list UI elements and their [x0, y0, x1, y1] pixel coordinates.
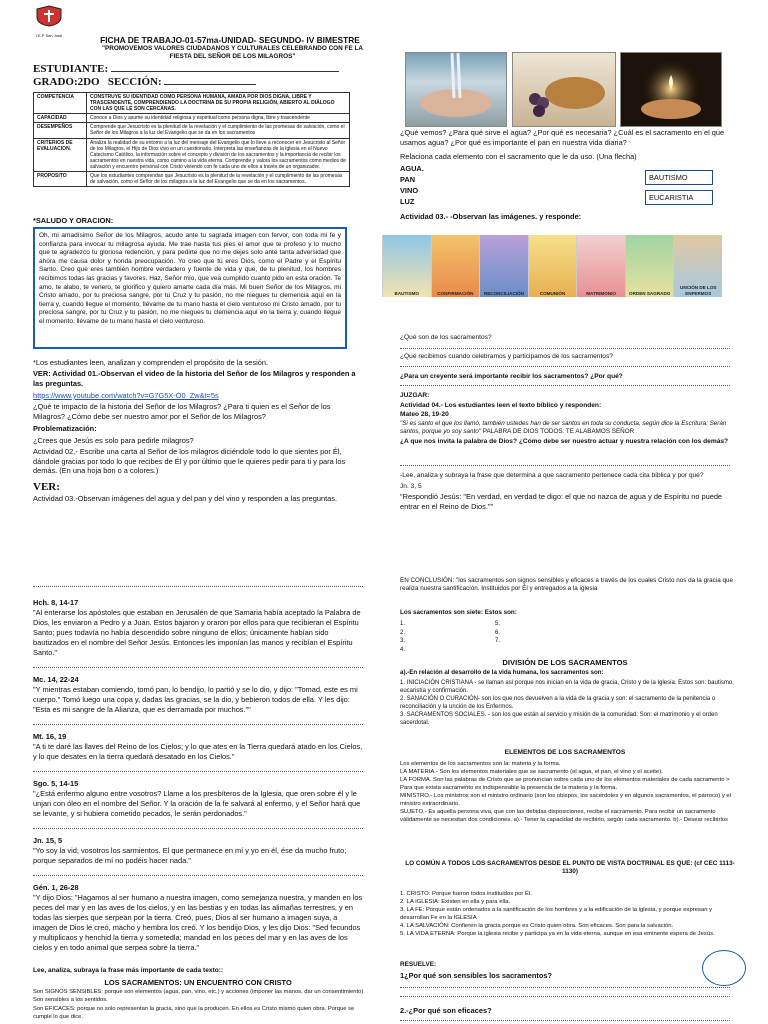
mateo-ref: Mateo 28, 19-20 — [400, 411, 449, 418]
mateo-text: "Si es santo el que los llamó, también ustedes han de ser santos en toda su conducta, según dice la Escritura: Serán santos, porque yo soy santo" PALABRA DE DIOS TODOS: TE ALABAMOS SEÑOR — [400, 420, 727, 435]
receive-question: ¿Qué recibimos cuando celebramos y participamos de los sacramentos? — [400, 353, 613, 360]
sensible-question: 1¿Por qué son sensibles los sacramentos? — [400, 971, 552, 980]
citation: Mt. 16, 19 "A ti te daré las llaves del Reino de los Cielos; y lo que ates en la Tierra quedará atado en los Cielos, y lo que desates en la tierra quedará desatado en los Cielos." — [33, 732, 363, 761]
bread-grapes-image — [512, 52, 616, 127]
element-vino: VINO — [400, 186, 419, 195]
water-hands-image — [405, 52, 507, 127]
division-a: a).-En relación al desarrollo de la vida humana, los sacramentos son: — [400, 669, 604, 676]
eficaces-question: 2.-¿Por qué son eficaces? — [400, 1006, 492, 1015]
citation: Hch. 8, 14-17 "Al enterarse los apóstoles que estaban en Jerusalén de que Samaria había aceptado la Palabra de Dios, les enviaron a Pedro y a Juan. Estos bajaron y oraron por ellos para que recibieran el Espíritu Santo; pues todavía no había descendido sobre ninguno de ellos; únicamente habían sido bautizados en el nombre del Señor Jesús. Entonces les imponían las manos y recibían el Espíritu Santo." — [33, 598, 361, 657]
believe-question: ¿Crees que Jesús es solo para pedirle milagros? — [33, 436, 194, 445]
jn35-text: "Respondió Jesús: "En verdad, en verdad te digo: el que no nazca de agua y de Espíritu no puede entrar en el Reino de Dios."" — [400, 492, 723, 511]
competencies-table — [33, 92, 350, 187]
sacrament-card-reconciliacion: RECONCILIACIÓN — [479, 235, 528, 297]
youtube-link[interactable]: https://www.youtube.com/watch?v=G7G5X-O0_Zw&t=5s — [33, 391, 219, 400]
worksheet-title: FICHA DE TRABAJO-01-57ma-UNIDAD- SEGUNDO- IV BIMESTRE — [100, 35, 360, 45]
sacrament-card-bautismo: BAUTISMO — [382, 235, 431, 297]
encuentro-title: LOS SACRAMENTOS: UN ENCUENTRO CON CRISTO — [104, 978, 292, 987]
activity-03: Actividad 03.-Observan imágenes del agua y del pan y del vino y responden a las preguntas. — [33, 494, 338, 503]
table-row: CAPACIDAD Conoce a Dios y asume su identidad religiosa y espiritual como persona digna, libre y trascendente — [34, 114, 350, 123]
resuelve-label: RESUELVE: — [400, 961, 437, 968]
candle-hands-image — [620, 52, 722, 127]
citation: Jn. 15, 5 "Yo soy la vid; vosotros los sarmientos. El que permanece en mí y yo en él, ése da mucho fruto; porque separados de mí no podéis hacer nada." — [33, 836, 347, 865]
activity-04: Actividad 04.- Los estudiantes leen el texto bíblico y responden: — [400, 402, 602, 409]
element-agua: AGUA. — [400, 164, 424, 173]
conclusion-text: EN CONCLUSIÓN: "los sacramentos son signos sensibles y eficaces a través de los cuales Cristo nos da la gracia que realiza nuestra santificación. Instituidos por Él y entregados a la iglesia — [400, 577, 733, 593]
citation: Gén. 1, 26-28 "Y dijo Dios: "Hagamos al ser humano a nuestra imagen, como semejanza nuestra, y manden en los peces del mar y en las aves de los cielos, y en las bestias y en todas las alimañas terrestres, y en todas las sierpes que serpean por la tierra. Creó, pues, Dios al ser humano a imagen suya, a imagen de Dios le creó, macho y hembra los creó. Y los bendijo Dios, y les dijo Dios: "Sed fecundos y multiplicaos y henchid la tierra y sometedla; mandad en los peces del mar y en las aves de los cielos y en todo animal que serpea sobre la tierra." — [33, 883, 363, 952]
sacrament-card-uncion: UNCIÓN DE LOS ENFERMOS — [673, 235, 722, 297]
what-question: ¿Qué son de los sacramentos? — [400, 334, 492, 341]
table-row: PROPOSITO Que los estudiantes comprendan que Jesucristo es la plenitud de la revelación y el cumplimiento de las promesas de salvación, como el Señor de los milagros a la luz del Evangelio que se da en los sacramentos. — [34, 172, 350, 187]
relate-instruction: Relaciona cada elemento con el sacramento que le da uso. (Una flecha) — [400, 152, 637, 161]
elementos-title: ELEMENTOS DE LOS SACRAMENTOS — [504, 749, 626, 756]
worksheet-subtitle: "PROMOVEMOS VALORES CIUDADANOS Y CULTURALES CELEBRANDO CON FE LA FIESTA DEL SEÑOR DE LOS MILAGROS" — [101, 45, 364, 60]
sacrament-box-eucaristia: EUCARISTIA — [645, 190, 713, 205]
elements-list — [400, 163, 424, 207]
invite-question: ¿A que nos invita la palabra de Dios? ¿Cómo debe ser nuestro actuar y nuestra relación con los demás? — [400, 438, 729, 445]
water-question: ¿Qué vemos? ¿Para qué sirve el agua? ¿Por qué es necesaria? ¿Cuál es el sacramento en el que usamos agua? ¿Por qué es importante el pan en nuestra vida diaria? — [400, 128, 725, 147]
sacrament-card-matrimonio: MATRIMONIO — [576, 235, 625, 297]
logo-text: I.E.P San José — [35, 33, 63, 38]
division-list: 1. INICIACIÓN CRISTIANA - se llaman así porque nos inician en la vida de gracia, Cristo y de la Iglesia. Estos son: bautismo, eucaristía y confirmación. 2. SANACIÓN O CURACIÓN- son los que nos devuelven a la vida de la gracia y son: el sacramento de la penitencia o reconciliación y la unción de los Enfermos. 3. SACRAMENTOS SOCIALES. - son los que están al servicio y misión de la comunidad. Son: el matrimonio y el orden sacerdotal. — [400, 680, 734, 726]
citations-list — [33, 598, 363, 953]
sacrament-box-bautismo: BAUTISMO — [645, 170, 713, 185]
division-title: DIVISIÓN DE LOS SACRAMENTOS — [502, 658, 628, 667]
element-luz: LUZ — [400, 197, 415, 206]
comun-title: LO COMÚN A TODOS LOS SACRAMENTOS DESDE EL PUNTO DE VISTA DOCTRINAL ES QUE: (cf CEC 1113-1130) — [405, 860, 735, 876]
table-row: CRITERIOS DE EVALUACION. Analiza la realidad de su entorno a la luz del mensaje del Evangelio que lo lleve a reconocer en Jesucristo al Señor de los Milagros, el Hijo de Dios vivo en un cuestionario. Interpreta las enseñanzas de la Iglesia en el Nuevo Catecismo Católico, la información sobre el concepto y división de los sacramentos y la importancia de recibir los sacramentos en nuestra vida, como camino a la vida eterna. Comprende y valora los sacramentos como medios de salvación y encuentro personal con Cristo viviendo con fe cada uno de ellos a través de un organizador. — [34, 138, 350, 171]
citation: Sgo. 5, 14-15 "¿Está enfermo alguno entre vosotros? Llame a los presbíteros de la Iglesia, que oren sobre él y le unjan con óleo en el nombre del Señor. Y la oración de la fe salvará al enfermo, y el Señor hará que se levante, y si hubiera cometido pecados, le serán perdonados." — [33, 779, 361, 818]
prayer-box: Oh, mi amadísimo Señor de los Milagros, acudo ante tu sagrada imagen con fervor, con toda mi fe y confianza para invocar tu milagrosa ayuda. Me trae hasta tus pies el amor que te profeso y lo mucho que te agradezco tu gloriosa redención, y para pedirte que no me dejes solo ante tanta adversidad que ahora me causa dolor y honda preocupación. Yo creo que tú eres Dios, como el Padre y el Espíritu Santo. Creo que eres también hombre verdadero y fuente de vida y que, de tu plenitud, los hombres recibimos todas las gracias y favores. Haz, Señor mío, que vea cumplido cuanto pido en esta oración. Te amo, te alabo, te venero, te glorifico y quiero amarte cada día más. Mi buen Señor de los Milagros, mi Cristo amado, por tu preciosa sangre, por tu Cruz y tu pasión, no me niegues tu clemencia aquí en la tierra y, cuando llegue el momento, llévame de tu mano hasta el cielo venturoso mi Cristo amado, por tu preciosa sangre, por tu Cruz y tu pasión, no me niegues tu clemencia aquí en la tierra y, cuando llegue el momento, llévame de tu mano hasta el cielo venturoso. — [33, 227, 347, 349]
decorative-oval — [702, 950, 746, 986]
lee-subraya: Lee, analiza, subraya la frase más importante de cada texto:: — [33, 967, 224, 974]
school-logo — [33, 5, 65, 38]
element-pan: PAN — [400, 175, 416, 184]
elementos-list: Los elementos de los sacramentos son la: materia y la forma. LA MATERIA.- Son los elementos materiales que se sacramento (el agua, el pan, el vino y el aceite). LA FORMA. Son las palabras de Cristo que se pronuncian sobre cada uno de los elementos materiales de cada sacramento > Para que exista sacramento es indispensable la presencia de la materia y la forma. MINISTRO.- Los ministros son el ministro ordinario (son los obispos, los sacerdotes y en algunos sacramentos, el párroco) y el ministro extraordinario. SUJETO.- Es aquella persona viva, que con las debidas disposiciones, recibe el sacramento. Para recibir un sacramento válidamente se necesitan dos condiciones. a).- Tener la capacidad de recibirlo, según cada sacramento. b).- Desear recibirlos — [400, 761, 731, 823]
activity-02: Actividad 02.- Escribe una carta al Señor de los milagros diciéndole todo lo que sientes por Él, dándole gracias por todo lo que recibes de Él y por último que le quieres pedir para ti y para los demás. (En una hoja bon o a colores.) — [33, 447, 346, 476]
students-read: *Los estudiantes leen, analizan y comprenden el propósito de la sesión. — [33, 358, 269, 367]
siete-label: Los sacramentos son siete: Estos son: — [400, 609, 517, 616]
sacraments-blanks: 1. 5. 2. 6. 3. 7. 4. — [400, 621, 501, 653]
sacrament-card-comunion: COMUNIÓN — [528, 235, 577, 297]
signos-text: Son SIGNOS SENSIBLES: porque son elementos (agua, pan, vino, etc.) y acciones (imponer las manos, dar un consentimiento) Son sensibles a los sentidos. — [33, 989, 364, 1003]
student-label: ESTUDIANTE: — [33, 63, 339, 75]
ver-label: VER: — [33, 481, 60, 493]
comun-list: 1. CRISTO: Porque fueron todos instituidos por Él. 2. LA IGLESIA: Existen en ella y para ella. 3. LA FE: Porque están ordenados a la santificación de los hombres y a la edificación de la iglesia, y porque expresan y desarrollan Fe en la IGLESIA 4. LA SALVACIÓN: Confieren la gracia porque es Cristo quien obra. Son eficaces. Son para la salvación. 5. LA VIDA ETERNA: Porque la iglesia recibe y participa ya en la vida eterna, aunque en esa eminente espera de Jesús. — [400, 891, 715, 937]
prayer-heading: *SALUDO Y ORACION: — [33, 216, 114, 225]
juzgar-label: JUZGAR: — [400, 392, 430, 399]
ver-activity-01: VER: Actividad 01.-Observan el video de la historia del Señor de los Milagros y responden a las preguntas. — [33, 369, 356, 388]
important-question: ¿Para un creyente será importante recibir los sacramentos? ¿Por qué? — [400, 373, 623, 380]
sacraments-strip — [382, 235, 722, 297]
citation: Mc. 14, 22-24 "Y mientras estaban comiendo, tomó pan, lo bendijo, lo partió y se lo dio, y dijo: "Tomad, este es mi cuerpo." Tomó luego una copa y, dadas las gracias, se la dio, y bebieron todos de ella. Y les dijo: "Esta es mi sangre de la Alianza, que es derramada por muchos."" — [33, 675, 358, 714]
problematizacion-label: Problematización: — [33, 424, 97, 433]
table-row: DESEMPEÑOS Comprende que Jesucristo es la plenitud de la revelación y el cumplimiento de las promesas de salvación, como el Señor de los Milagros a la luz del Evangelio que se da en los sacramentos — [34, 123, 350, 138]
impact-question: ¿Qué te impacto de la historia del Señor de los Milagros? ¿Para ti quien es el Señor de los Milagros? ¿Cómo debe ser nuestro amor por el Señor de los Milagros? — [33, 402, 331, 421]
jn35-ref: Jn. 3, 5 — [400, 483, 422, 490]
lee-analiza: -Lee, analiza y subraya la frase que determina a que sacramento pertenece cada cita bíblica y por qué? — [400, 472, 704, 479]
sacrament-card-confirmacion: CONFIRMACIÓN — [431, 235, 480, 297]
sacrament-card-orden: ORDEN SAGRADO — [625, 235, 674, 297]
activity-03-images: Actividad 03.- -Observan las imágenes. y responde: — [400, 212, 582, 221]
eficaces-text: Son EFICACES: porque no solo representan la gracia, sino que la producen. En ellos es Cristo mismo quien obra. Porque se cumple lo que dice. — [33, 1006, 355, 1020]
table-row: COMPETENCIA CONSTRUYE SU IDENTIDAD COMO PERSONA HUMANA, AMADA POR DIOS DIGNA, LIBRE Y TRASCENDENTE, COMPRENDIENDO LA DOCTRINA DE SU PROPIA RELIGIÓN, ABIERTO AL DIÁLOGO CON LAS QUE LE SON CERCANAS. — [34, 93, 350, 114]
grade-label: GRADO:2DO SECCIÓN: — [33, 76, 256, 88]
